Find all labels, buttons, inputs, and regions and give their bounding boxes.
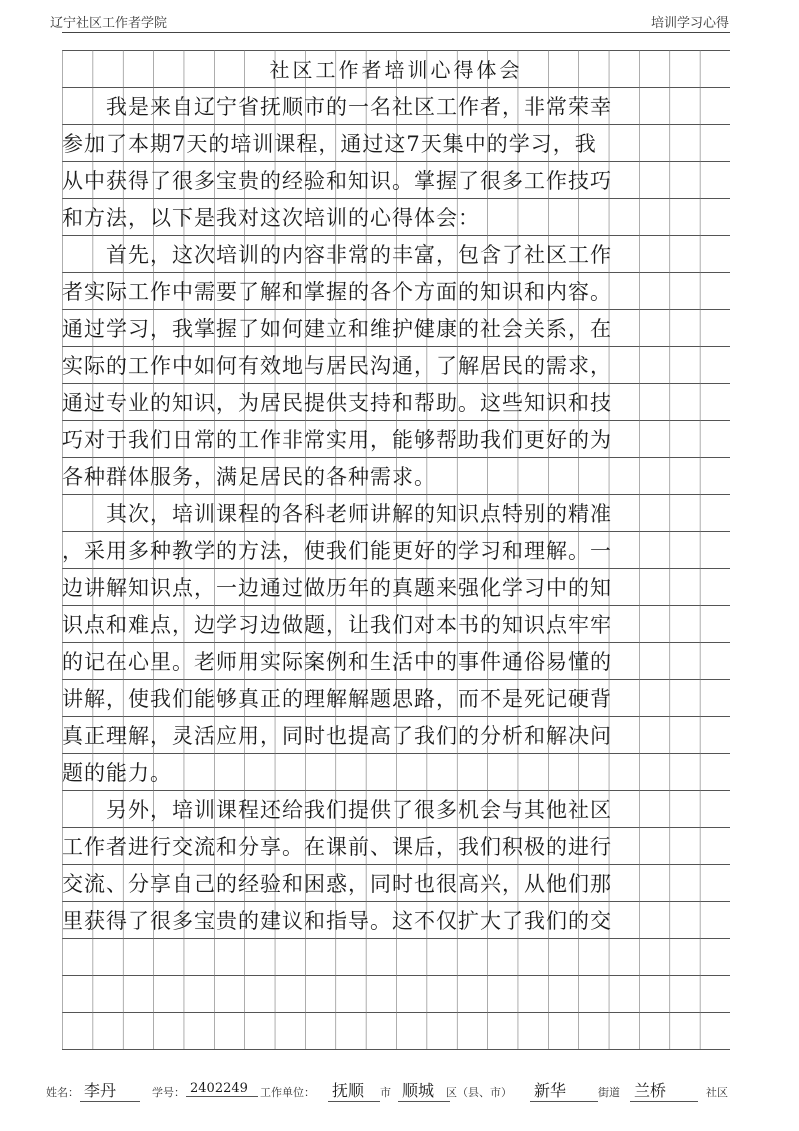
community-suffix: 社区: [706, 1086, 728, 1099]
essay-line: 巧对于我们日常的工作非常实用，能够帮助我们更好的为: [62, 427, 612, 452]
work-label: 工作单位：: [260, 1086, 315, 1099]
street-suffix: 街道: [598, 1086, 620, 1099]
essay-line: 另外，培训课程还给我们提供了很多机会与其他社区: [62, 797, 612, 822]
essay-line: 识点和难点，边学习边做题，让我们对本书的知识点牢牢: [62, 612, 612, 637]
essay-line: 我是来自辽宁省抚顺市的一名社区工作者，非常荣幸: [62, 94, 612, 119]
district-value: 顺城: [398, 1078, 450, 1102]
essay-line: 边讲解知识点，一边通过做历年的真题来强化学习中的知: [62, 575, 612, 600]
header-rule: [62, 32, 730, 33]
essay-line: 者实际工作中需要了解和掌握的各个方面的知识和内容。: [62, 279, 612, 304]
essay-line: 各种群体服务，满足居民的各种需求。: [62, 464, 436, 489]
essay-line: 其次，培训课程的各科老师讲解的知识点特别的精准: [62, 501, 612, 526]
footer: [46, 1080, 746, 1102]
id-label: 学号：: [152, 1086, 185, 1099]
essay-line: ，采用多种教学的方法，使我们能更好的学习和理解。一: [62, 538, 612, 563]
essay-line: 参加了本期7天的培训课程，通过这7天集中的学习，我: [62, 131, 597, 156]
street-value: 新华: [530, 1078, 598, 1102]
city-suffix: 市: [380, 1086, 391, 1099]
name-label: 姓名：: [46, 1086, 79, 1099]
id-value: 2402249: [186, 1081, 258, 1097]
header-left: 辽宁社区工作者学院: [50, 16, 168, 31]
essay-line: 工作者进行交流和分享。在课前、课后，我们积极的进行: [62, 834, 612, 859]
essay-line: 实际的工作中如何有效地与居民沟通，了解居民的需求，: [62, 353, 612, 378]
header-right: 培训学习心得: [650, 16, 729, 31]
essay-line: 真正理解，灵活应用，同时也提高了我们的分析和解决问: [62, 723, 612, 748]
essay-line: 和方法，以下是我对这次培训的心得体会：: [62, 205, 480, 230]
essay-line: 的记在心里。老师用实际案例和生活中的事件通俗易懂的: [62, 649, 612, 674]
essay-title: 社区工作者培训心得体会: [269, 58, 523, 82]
essay-line: 从中获得了很多宝贵的经验和知识。掌握了很多工作技巧: [62, 168, 612, 193]
essay-line: 交流、分享自己的经验和困惑，同时也很高兴，从他们那: [62, 871, 612, 896]
essay-line: 首先，这次培训的内容非常的丰富，包含了社区工作: [62, 242, 612, 267]
essay-line: 通过专业的知识，为居民提供支持和帮助。这些知识和技: [62, 390, 612, 415]
essay-line: 通过学习，我掌握了如何建立和维护健康的社会关系，在: [62, 316, 612, 341]
city-value: 抚顺: [328, 1078, 380, 1102]
district-suffix: 区（县、市）: [446, 1086, 512, 1099]
essay-line: 题的能力。: [62, 760, 172, 785]
name-value: 李丹: [80, 1078, 140, 1102]
essay-line: 讲解，使我们能够真正的理解解题思路，而不是死记硬背: [62, 686, 612, 711]
essay-line: 里获得了很多宝贵的建议和指导。这不仅扩大了我们的交: [62, 908, 612, 933]
community-value: 兰桥: [630, 1078, 698, 1102]
